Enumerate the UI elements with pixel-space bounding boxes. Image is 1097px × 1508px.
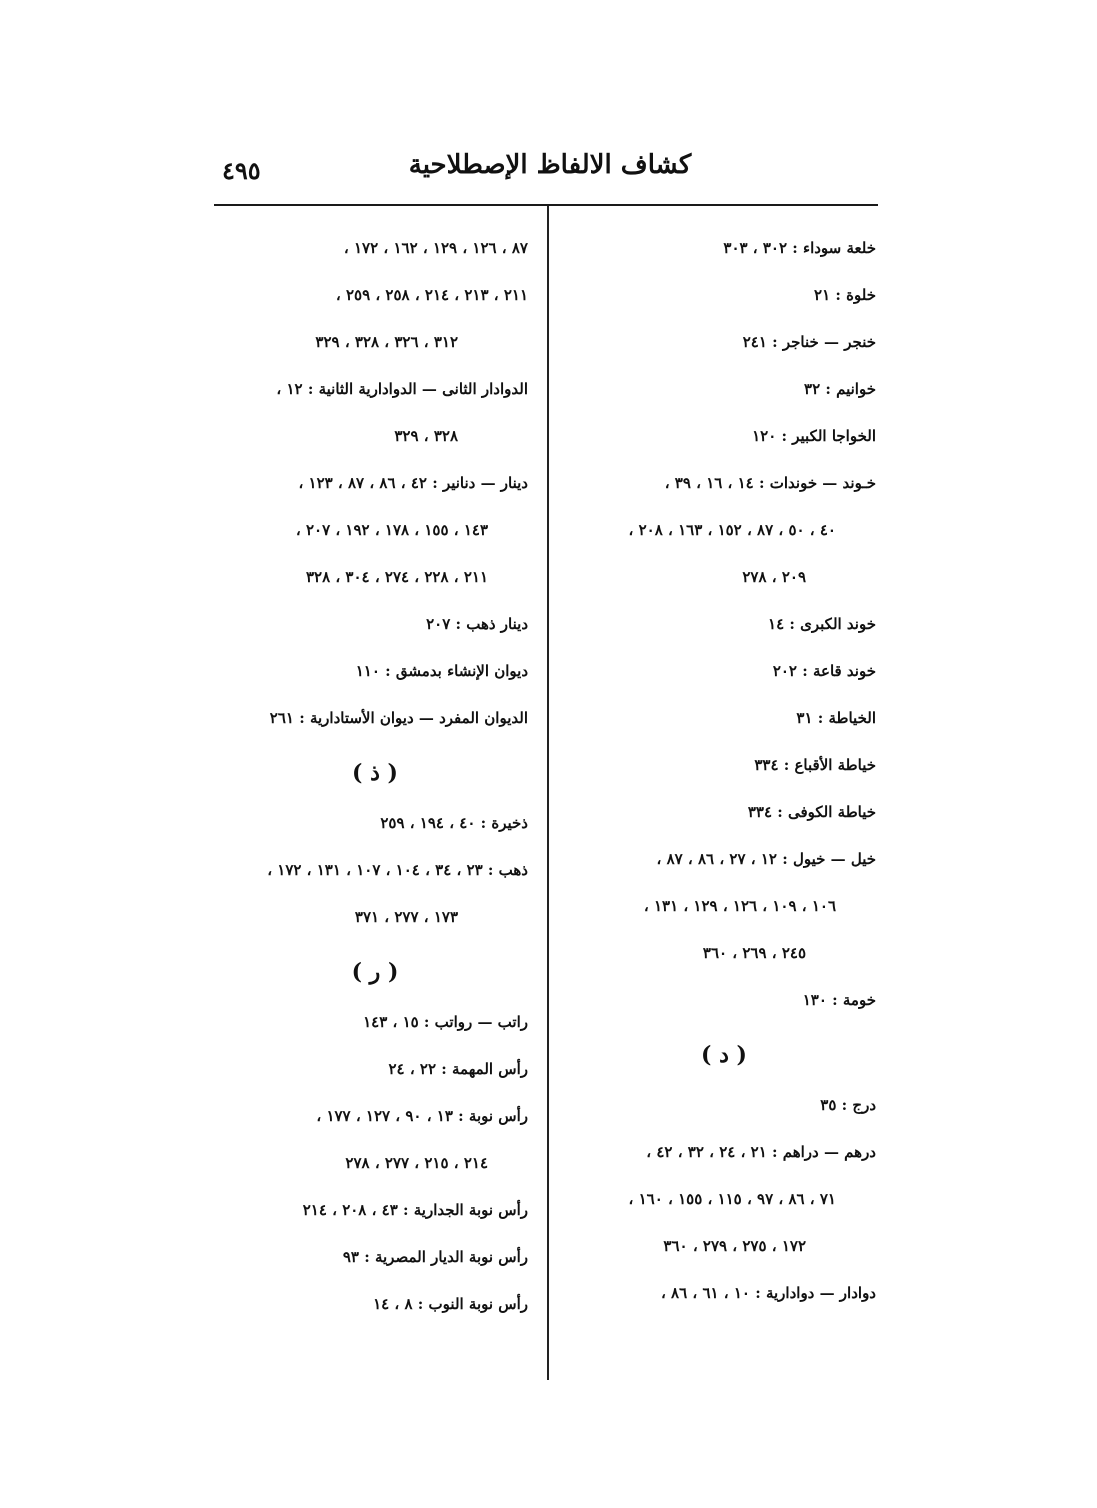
index-entry-continuation: ٢٤٥ ، ٢٦٩ ، ٣٦٠ <box>702 944 806 962</box>
index-entry: خلوة : ٢١ <box>814 286 876 304</box>
index-entry-continuation: ١٧٢ ، ٢٧٥ ، ٢٧٩ ، ٣٦٠ <box>663 1237 806 1255</box>
index-entry: دوادار — دوادارية : ١٠ ، ٦١ ، ٨٦ ، <box>660 1284 876 1302</box>
index-entry-continuation: ١٧٣ ، ٢٧٧ ، ٣٧١ <box>354 908 458 926</box>
index-entry-continuation: ٢١١ ، ٢١٣ ، ٢١٤ ، ٢٥٨ ، ٢٥٩ ، <box>335 286 528 304</box>
index-entry: خـوند — خوندات : ١٤ ، ١٦ ، ٣٩ ، <box>664 474 876 492</box>
index-entry-continuation: ٤٠ ، ٥٠ ، ٨٧ ، ١٥٢ ، ١٦٣ ، ٢٠٨ ، <box>628 521 836 539</box>
index-entry: ذهب : ٢٣ ، ٣٤ ، ١٠٤ ، ١٠٧ ، ١٣١ ، ١٧٢ ، <box>267 861 528 879</box>
index-entry: رأس نوبة الجدارية : ٤٣ ، ٢٠٨ ، ٢١٤ <box>302 1201 528 1219</box>
page-number: ٤٩٥ <box>222 156 261 185</box>
page-header-title: كشاف الالفاظ الإصطلاحية <box>408 150 692 180</box>
index-entry: دينار — دنانير : ٤٢ ، ٨٦ ، ٨٧ ، ١٢٣ ، <box>298 474 528 492</box>
index-entry-continuation: ٧١ ، ٨٦ ، ٩٧ ، ١١٥ ، ١٥٥ ، ١٦٠ ، <box>628 1190 836 1208</box>
index-entry-continuation: ٣١٢ ، ٣٢٦ ، ٣٢٨ ، ٣٢٩ <box>315 333 458 351</box>
index-entry-continuation: ٢١١ ، ٢٢٨ ، ٢٧٤ ، ٣٠٤ ، ٣٢٨ <box>305 568 488 586</box>
index-entry: خومة : ١٣٠ <box>802 991 876 1009</box>
index-entry: خيل — خيول : ١٢ ، ٢٧ ، ٨٦ ، ٨٧ ، <box>656 850 876 868</box>
index-entry-continuation: ١٤٣ ، ١٥٥ ، ١٧٨ ، ١٩٢ ، ٢٠٧ ، <box>295 521 488 539</box>
index-entry: رأس نوبة النوب : ٨ ، ١٤ <box>373 1295 528 1313</box>
index-entry: خوانيم : ٣٢ <box>804 380 876 398</box>
index-entry: الخياطة : ٣١ <box>796 709 876 727</box>
index-entry: درج : ٣٥ <box>820 1096 876 1114</box>
index-entry: الديوان المفرد — ديوان الأستادارية : ٢٦١ <box>269 709 528 727</box>
section-letter-ra: ( ر ) <box>351 959 399 985</box>
index-entry: راتب — رواتب : ١٥ ، ١٤٣ <box>363 1013 528 1031</box>
index-entry: خنجر — خناجر : ٢٤١ <box>742 333 876 351</box>
index-entry-continuation: ٣٢٨ ، ٣٢٩ <box>394 427 458 445</box>
index-entry: رأس نوبة : ١٣ ، ٩٠ ، ١٢٧ ، ١٧٧ ، <box>316 1107 528 1125</box>
index-entry: خوند قاعة : ٢٠٢ <box>772 662 876 680</box>
index-entry: خياطة الكوفى : ٣٣٤ <box>747 803 876 821</box>
index-entry: خوند الكبرى : ١٤ <box>768 615 876 633</box>
index-entry: دينار ذهب : ٢٠٧ <box>426 615 528 633</box>
index-entry: رأس نوبة الديار المصرية : ٩٣ <box>342 1248 528 1266</box>
index-entry: الدوادار الثانى — الدوادارية الثانية : ١٢ ، <box>276 380 528 398</box>
index-entry: خلعة سوداء : ٣٠٢ ، ٣٠٣ <box>723 239 876 257</box>
index-entry: خياطة الأقباع : ٣٣٤ <box>754 756 876 774</box>
header-rule <box>214 204 878 206</box>
index-entry-continuation: ١٠٦ ، ١٠٩ ، ١٢٦ ، ١٢٩ ، ١٣١ ، <box>643 897 836 915</box>
index-entry: درهم — دراهم : ٢١ ، ٢٤ ، ٣٢ ، ٤٢ ، <box>646 1143 876 1161</box>
index-entry: الخواجا الكبير : ١٢٠ <box>752 427 876 445</box>
index-entry-continuation: ٢٠٩ ، ٢٧٨ <box>742 568 806 586</box>
index-entry: ذخيرة : ٤٠ ، ١٩٤ ، ٢٥٩ <box>380 814 528 832</box>
section-letter-dhal: ( ذ ) <box>352 760 398 786</box>
section-letter-dal: ( د ) <box>701 1042 747 1068</box>
index-column-left <box>222 236 528 1339</box>
index-entry: ديوان الإنشاء بدمشق : ١١٠ <box>355 662 528 680</box>
index-entry-continuation: ٢١٤ ، ٢١٥ ، ٢٧٧ ، ٢٧٨ <box>345 1154 488 1172</box>
index-entry: رأس المهمة : ٢٢ ، ٢٤ <box>388 1060 528 1078</box>
index-entry-continuation: ٨٧ ، ١٢٦ ، ١٢٩ ، ١٦٢ ، ١٧٢ ، <box>343 239 528 257</box>
column-divider <box>547 206 549 1380</box>
index-column-right <box>572 236 876 1328</box>
